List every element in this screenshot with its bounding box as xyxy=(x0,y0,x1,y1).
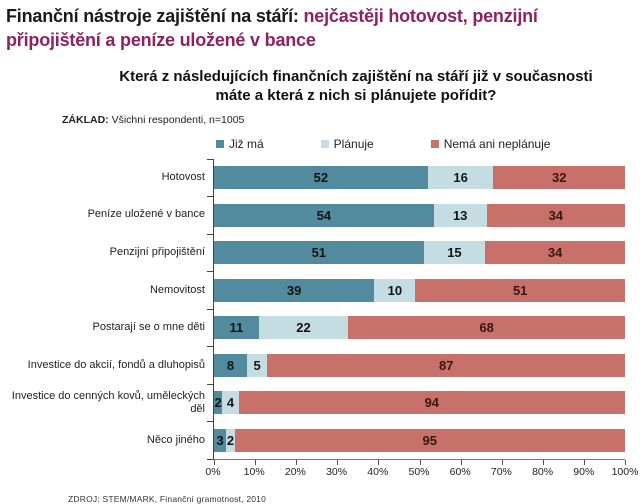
category-label: Něco jiného xyxy=(146,434,205,447)
legend-swatch-icon xyxy=(216,140,224,148)
plot-area xyxy=(213,159,625,460)
category-label: Postarají se o mne děti xyxy=(92,321,205,334)
bar-value-label: 8 xyxy=(226,357,235,373)
bar-segment xyxy=(415,279,625,302)
y-axis-tick xyxy=(207,271,213,272)
bar-value-label: 2 xyxy=(226,432,235,448)
legend-item-nema xyxy=(431,137,551,151)
bar-value-label: 4 xyxy=(226,395,235,411)
legend-label: Plánuje xyxy=(333,136,374,151)
bar-value-label: 11 xyxy=(229,320,244,336)
bar-value-label: 39 xyxy=(286,282,302,298)
axis-tick-label: 60% xyxy=(449,465,471,478)
bar-segment xyxy=(222,391,238,414)
axis-tick-label: 30% xyxy=(326,465,348,478)
bar-segment xyxy=(267,354,625,377)
bar-segment xyxy=(214,204,434,227)
bar-segment xyxy=(214,316,259,339)
bar-value-label: 52 xyxy=(313,170,329,186)
legend-item-planuje xyxy=(321,137,374,151)
axis-tick-label: 70% xyxy=(490,465,512,478)
bar-value-label: 16 xyxy=(453,170,468,186)
bar-row xyxy=(214,196,625,234)
bar-segment xyxy=(239,391,625,414)
category-label: Investice do cenných kovů, uměleckých děl xyxy=(11,389,205,416)
bar-row xyxy=(214,421,625,459)
bar-value-label: 3 xyxy=(216,432,224,448)
category-labels xyxy=(0,159,213,460)
y-axis-tick xyxy=(207,384,213,385)
legend-swatch-icon xyxy=(431,140,439,148)
y-axis-tick xyxy=(207,459,213,460)
bar-row xyxy=(214,159,625,197)
y-axis-tick xyxy=(207,346,213,347)
axis-tick-label: 40% xyxy=(367,465,389,478)
category-label: Penzijní připojištění xyxy=(109,246,205,259)
bar-row xyxy=(214,271,625,309)
bar-segment xyxy=(485,241,625,264)
bar-segment xyxy=(374,279,415,302)
y-axis-tick xyxy=(207,309,213,310)
y-axis-tick xyxy=(207,159,213,160)
page-title-black: Finanční nástroje zajištění na stáří: xyxy=(6,6,304,26)
axis-tick-label: 50% xyxy=(408,465,430,478)
y-axis-tick xyxy=(207,234,213,235)
base-label: ZÁKLAD: xyxy=(62,113,109,126)
bar-value-label: 15 xyxy=(447,245,462,261)
page-title xyxy=(0,0,612,53)
bar-segment xyxy=(434,204,487,227)
legend-swatch-icon xyxy=(321,140,329,148)
chart-question: Která z následujících finančních zajištění na stáří již v současnosti máte a která z nich si plánujete pořídit? xyxy=(119,67,593,104)
legend-label: Nemá ani neplánuje xyxy=(443,136,551,151)
category-label: Investice do akcií, fondů a dluhopisů xyxy=(27,358,205,371)
axis-tick-label: 20% xyxy=(284,465,306,478)
bar-value-label: 10 xyxy=(387,282,403,298)
stacked-bar-chart xyxy=(0,159,625,460)
bar-row xyxy=(214,346,625,384)
bar-segment xyxy=(214,241,424,264)
x-axis xyxy=(205,464,639,482)
bar-segment xyxy=(214,429,226,452)
bar-segment xyxy=(226,429,234,452)
axis-tick-label: 80% xyxy=(532,465,554,478)
bar-segment xyxy=(214,354,247,377)
bar-row xyxy=(214,384,625,422)
bar-segment xyxy=(214,391,222,414)
base-line xyxy=(62,114,640,126)
bar-value-label: 51 xyxy=(512,282,528,298)
bar-value-label: 94 xyxy=(424,395,440,411)
axis-tick-label: 10% xyxy=(243,465,265,478)
bar-value-label: 51 xyxy=(311,245,327,261)
page-title-accent: nejčastěji hotovost, penzijní připojištění a peníze uložené v bance xyxy=(6,6,538,50)
bar-row xyxy=(214,234,625,272)
bar-value-label: 95 xyxy=(422,432,437,448)
bar-value-label: 13 xyxy=(452,207,468,223)
bar-value-label: 22 xyxy=(296,320,311,336)
bar-segment xyxy=(487,204,625,227)
chart-legend xyxy=(216,137,640,151)
bar-value-label: 87 xyxy=(438,357,454,373)
bar-value-label: 2 xyxy=(214,395,222,411)
axis-tick-label: 0% xyxy=(205,465,221,478)
bar-segment xyxy=(428,166,494,189)
category-label: Hotovost xyxy=(161,170,205,183)
bar-segment xyxy=(493,166,625,189)
axis-tick-label: 100% xyxy=(611,465,639,478)
base-text: Všichni respondenti, n=1005 xyxy=(108,113,245,126)
bar-segment xyxy=(214,279,374,302)
axis-tick-label: 90% xyxy=(573,465,595,478)
bar-value-label: 32 xyxy=(551,170,567,186)
bar-value-label: 34 xyxy=(548,207,564,223)
bar-segment xyxy=(247,354,268,377)
bar-value-label: 34 xyxy=(547,245,563,261)
y-axis-tick xyxy=(207,196,213,197)
bar-value-label: 54 xyxy=(316,207,332,223)
bar-segment xyxy=(424,241,486,264)
bar-value-label: 68 xyxy=(479,320,494,336)
legend-label: Již má xyxy=(229,136,264,151)
x-axis-tick xyxy=(625,460,626,465)
bar-segment xyxy=(235,429,625,452)
bar-segment xyxy=(348,316,625,339)
bar-segment xyxy=(214,166,428,189)
category-label: Peníze uložené v bance xyxy=(87,208,205,221)
category-label: Nemovitost xyxy=(149,283,205,296)
y-axis-tick xyxy=(207,421,213,422)
bar-segment xyxy=(259,316,349,339)
bar-row xyxy=(214,309,625,347)
legend-item-jiz-ma xyxy=(216,137,264,151)
bar-value-label: 5 xyxy=(253,357,261,373)
source-note: ZDROJ: STEM/MARK, Finanční gramotnost, 2010 xyxy=(68,493,267,504)
